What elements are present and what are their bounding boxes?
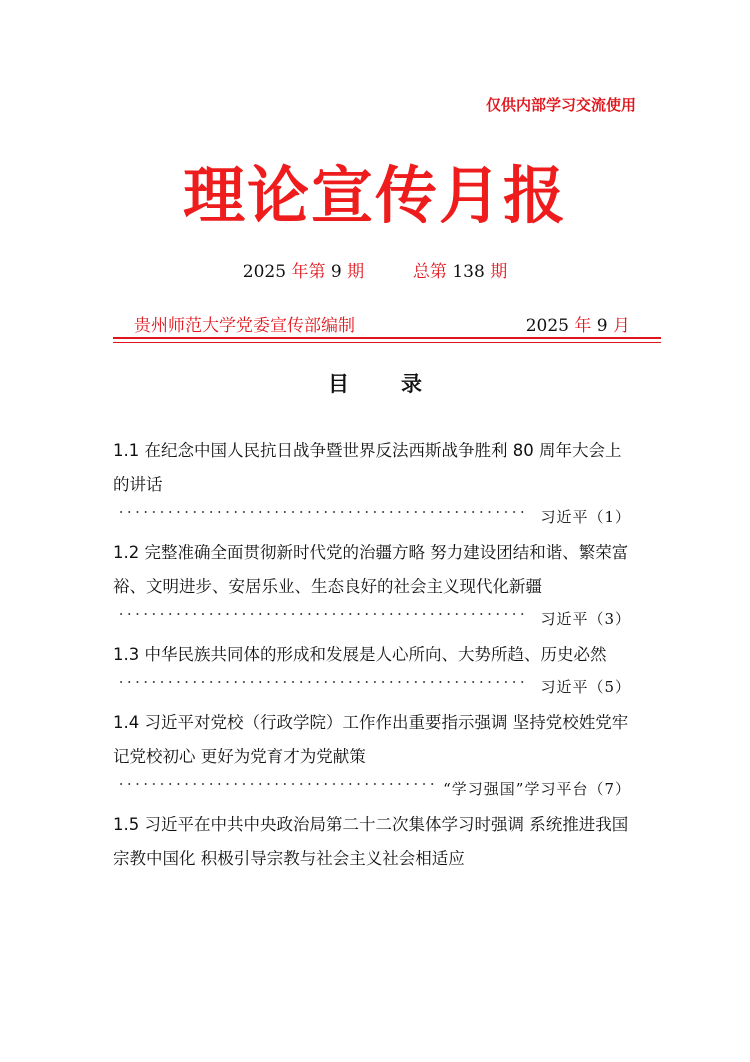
header-divider-thin (113, 342, 661, 343)
toc-entry-number: 1.4 (113, 713, 140, 732)
toc-leader (113, 672, 637, 702)
toc-entry-title (113, 638, 637, 672)
issue-number-unit: 期 (347, 262, 365, 282)
toc-entry-text: 中华民族共同体的形成和发展是人心所向、大势所趋、历史必然 (144, 645, 607, 664)
toc-entry[interactable] (113, 808, 637, 876)
table-of-contents (113, 434, 637, 876)
toc-entry-source: 习近平（3） (540, 610, 631, 628)
toc-entry-text: 在纪念中国人民抗日战争暨世界反法西斯战争胜利 80 周年大会上的讲话 (113, 441, 622, 494)
toc-entry-text: 完整准确全面贯彻新时代党的治疆方略 努力建设团结和谐、繁荣富裕、文明进步、安居乐业、生态良好的社会主义现代化新疆 (113, 543, 629, 596)
toc-entry-number: 1.2 (113, 543, 140, 562)
toc-entry[interactable] (113, 434, 637, 532)
publish-month-unit: 月 (613, 316, 630, 336)
issue-year-unit: 年第 (291, 262, 326, 282)
dot-leader (117, 511, 529, 513)
issue-year: 2025 (242, 262, 287, 282)
toc-entry-number: 1.3 (113, 645, 140, 664)
toc-entry-text: 习近平在中共中央政治局第二十二次集体学习时强调 系统推进我国宗教中国化 积极引导宗教与社会主义社会相适应 (113, 815, 629, 868)
toc-entry[interactable] (113, 638, 637, 702)
toc-entry-title (113, 434, 637, 502)
publish-year: 2025 (525, 316, 569, 336)
editor-row (134, 311, 630, 336)
toc-leader (113, 604, 637, 634)
toc-entry-title (113, 706, 637, 774)
dot-leader (117, 613, 529, 615)
toc-entry-text: 习近平对党校（行政学院）工作作出重要指示强调 坚持党校姓党牢记党校初心 更好为党育才为党献策 (113, 713, 629, 766)
toc-entry[interactable] (113, 706, 637, 804)
total-issue-unit: 期 (490, 262, 508, 282)
publish-year-unit: 年 (574, 316, 592, 336)
total-issue-prefix: 总第 (412, 262, 447, 282)
toc-heading: 目录 (328, 372, 474, 396)
toc-entry[interactable] (113, 536, 637, 634)
toc-entry-title (113, 808, 637, 876)
publish-date (526, 311, 630, 336)
issue-number: 9 (330, 262, 342, 282)
publication-title: 理论宣传月报 (182, 159, 567, 232)
toc-leader (113, 502, 637, 532)
toc-entry-number: 1.1 (113, 441, 140, 460)
toc-entry-number: 1.5 (113, 815, 140, 834)
toc-entry-source: 习近平（1） (540, 508, 631, 526)
internal-use-notice: 仅供内部学习交流使用 (485, 96, 636, 114)
dot-leader (117, 681, 529, 683)
total-issue-number: 138 (452, 262, 485, 282)
toc-entry-title (113, 536, 637, 604)
toc-leader (113, 774, 637, 804)
editor-department: 贵州师范大学党委宣传部编制 (134, 316, 355, 336)
header-divider-thick (113, 337, 661, 339)
dot-leader (117, 783, 437, 785)
toc-entry-source: 习近平（5） (540, 678, 631, 696)
toc-entry-source: “学习强国”学习平台（7） (443, 780, 631, 798)
publish-month: 9 (596, 316, 608, 336)
issue-info (0, 257, 750, 282)
